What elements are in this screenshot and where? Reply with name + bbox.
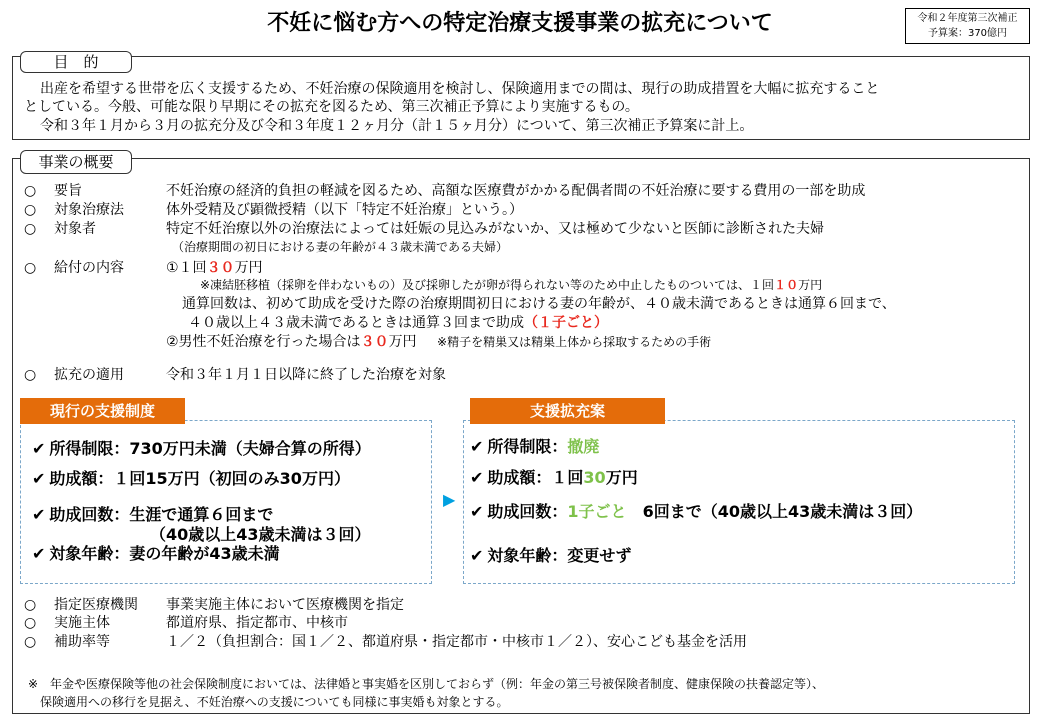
benefit-amount-frozen: １０	[774, 278, 799, 292]
benefit-line-1: ①１回３０万円	[166, 260, 263, 276]
check-icon: ✔	[470, 437, 484, 456]
check-icon: ✔	[32, 439, 46, 458]
row-key: 給付の内容	[54, 260, 124, 276]
benefit-amount-male: ３０	[360, 334, 389, 350]
bottom-row-2-value: 都道府県、指定都市、中核市	[166, 615, 348, 631]
expanded-count: ✔ 助成回数：1子ごと 6回まで（40歳以上43歳未満は３回）	[470, 502, 923, 521]
current-system-header: 現行の支援制度	[20, 398, 185, 424]
budget-line2: 予算案：370億円	[927, 28, 1008, 39]
check-icon: ✔	[470, 546, 484, 565]
row-key: 実施主体	[54, 615, 110, 631]
footnote-line-2: 保険適用への移行を見据え、不妊治療への支援についても同様に事実婚も対象とする。	[40, 695, 509, 709]
current-amount: ✔ 助成額：１回15万円（初回のみ30万円）	[32, 469, 350, 488]
bottom-row-3	[24, 633, 110, 651]
expansion-row	[24, 366, 124, 384]
benefit-row	[24, 259, 124, 277]
target-note: （治療期間の初日における妻の年齢が４３歳未満である夫婦）	[172, 240, 509, 254]
overview-row-1	[24, 182, 82, 200]
male-note: ※精子を精巣又は精巣上体から採取するための手術	[437, 335, 712, 349]
per-child-note: （１子ごと）	[524, 315, 608, 331]
bottom-row-3-value: １／２（負担割合：国１／２、都道府県・指定都市・中核市１／２）、安心こども基金を活用	[166, 634, 747, 650]
row-key: 補助率等	[54, 634, 110, 650]
overview-row-2	[24, 201, 124, 219]
check-icon: ✔	[32, 505, 46, 524]
overview-label: 事業の概要	[20, 150, 132, 174]
purpose-label: 目 的	[20, 51, 132, 73]
bottom-row-1-value: 事業実施主体において医療機関を指定	[166, 597, 404, 613]
current-age: ✔ 対象年齢：妻の年齢が43歳未満	[32, 544, 280, 563]
expanded-amount: ✔ 助成額：１回30万円	[470, 468, 638, 487]
check-icon: ✔	[32, 544, 46, 563]
bullet: ○	[24, 221, 37, 237]
arrow-right-icon: ▶	[443, 490, 456, 509]
purpose-line-3: 令和３年１月から３月の拡充分及び令和３年度１２ヶ月分（計１５ヶ月分）について、第三次補正予算案に計上。	[40, 118, 754, 134]
bullet: ○	[24, 597, 37, 613]
overview-row-1-value: 不妊治療の経済的負担の軽減を図るため、高額な医療費がかかる配偶者間の不妊治療に要する費用の一部を助成	[166, 183, 866, 199]
bottom-row-1	[24, 596, 138, 614]
expanded-income: ✔ 所得制限：撤廃	[470, 437, 600, 456]
bullet: ○	[24, 615, 37, 631]
benefit-note: ※凍結胚移植（採卵を伴わないもの）及び採卵したが卵が得られない等のため中止したものついては、１回１０万円	[200, 278, 823, 292]
row-key: 対象治療法	[54, 202, 124, 218]
benefit-count-2: ４０歳以上４３歳未満であるときは通算３回まで助成（１子ごと）	[188, 315, 608, 331]
check-icon: ✔	[470, 502, 484, 521]
bullet: ○	[24, 202, 37, 218]
current-count: ✔ 助成回数：生涯で通算６回まで	[32, 505, 274, 524]
expanded-plan-header: 支援拡充案	[470, 398, 665, 424]
bullet: ○	[24, 634, 37, 650]
overview-row-3	[24, 220, 96, 238]
budget-line1: 令和２年度第三次補正	[917, 13, 1018, 24]
benefit-line-2: ②男性不妊治療を行った場合は３０万円 ※精子を精巣又は精巣上体から採取するための手術	[166, 334, 712, 350]
row-key: 要旨	[54, 183, 82, 199]
new-amount: 30	[583, 468, 606, 487]
bullet: ○	[24, 260, 37, 276]
row-key: 指定医療機関	[54, 597, 138, 613]
expanded-age: ✔ 対象年齢：変更せず	[470, 546, 632, 565]
check-icon: ✔	[470, 468, 484, 487]
purpose-line-2: としている。今般、可能な限り早期にその拡充を図るため、第三次補正予算により実施するもの。	[24, 99, 639, 115]
benefit-count-1: 通算回数は、初めて助成を受けた際の治療期間初日における妻の年齢が、４０歳未満であるときは通算６回まで、	[182, 296, 896, 312]
bullet: ○	[24, 183, 37, 199]
check-icon: ✔	[32, 469, 46, 488]
bottom-row-2	[24, 614, 110, 632]
overview-row-3-value: 特定不妊治療以外の治療法によっては妊娠の見込みがないか、又は極めて少ないと医師に診断された夫婦	[166, 221, 824, 237]
row-key: 拡充の適用	[54, 367, 124, 383]
budget-box	[905, 8, 1030, 44]
per-child: 1子ごと	[567, 502, 627, 521]
bullet: ○	[24, 367, 37, 383]
overview-row-2-value: 体外受精及び顕微授精（以下「特定不妊治療」という。）	[166, 202, 523, 218]
page-title: 不妊に悩む方への特定治療支援事業の拡充について	[267, 11, 773, 36]
income-abolished: 撤廃	[567, 437, 600, 456]
footnote-line-1: ※ 年金や医療保険等他の社会保険制度においては、法律婚と事実婚を区別しておらず（例：年金の第三号被保険者制度、健康保険の扶養認定等）、	[28, 677, 825, 691]
row-key: 対象者	[54, 221, 96, 237]
expansion-value: 令和３年１月１日以降に終了した治療を対象	[166, 367, 446, 383]
current-count-sub: （40歳以上43歳未満は３回）	[150, 525, 371, 544]
purpose-line-1: 出産を希望する世帯を広く支援するため、不妊治療の保険適用を検討し、保険適用までの間は、現行の助成措置を大幅に拡充すること	[40, 81, 880, 97]
benefit-amount-1: ３０	[206, 260, 235, 276]
current-income: ✔ 所得制限：730万円未満（夫婦合算の所得）	[32, 439, 371, 458]
